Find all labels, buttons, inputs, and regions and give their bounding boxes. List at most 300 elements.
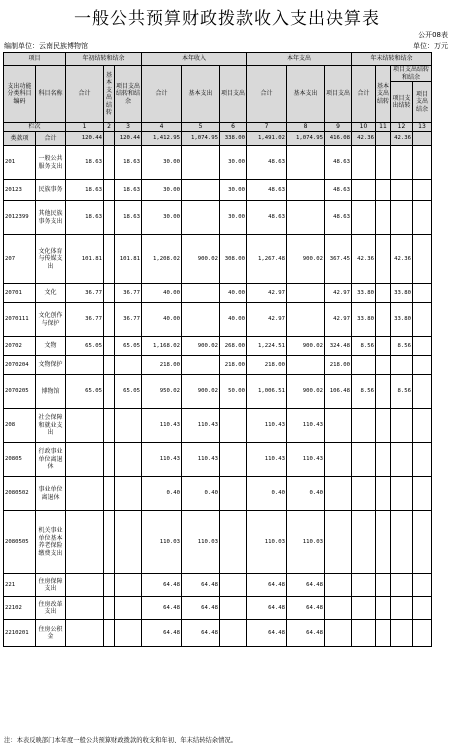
value-cell xyxy=(220,409,247,443)
subject-name: 民族事务 xyxy=(36,180,66,201)
value-cell xyxy=(66,409,104,443)
value-cell: 18.63 xyxy=(66,201,104,235)
value-cell: 65.05 xyxy=(115,337,142,356)
value-cell xyxy=(391,620,413,647)
value-cell: 900.02 xyxy=(182,235,220,284)
subject-code: 2210201 xyxy=(4,620,36,647)
value-cell xyxy=(413,443,432,477)
value-cell: 65.05 xyxy=(66,375,104,409)
subject-code: 221 xyxy=(4,574,36,597)
table-row xyxy=(4,574,432,597)
value-cell: 900.02 xyxy=(287,235,325,284)
header-income-basic: 基本支出 xyxy=(182,66,220,123)
header-expend-total: 合计 xyxy=(247,66,287,123)
value-cell xyxy=(104,375,115,409)
value-cell xyxy=(287,146,325,180)
header-subject-name: 科目名称 xyxy=(36,66,66,123)
value-cell: 30.00 xyxy=(142,201,182,235)
header-end-project: 项目支出结转和结余 xyxy=(391,66,432,82)
value-cell xyxy=(376,409,391,443)
value-cell xyxy=(182,356,220,375)
value-cell xyxy=(391,477,413,511)
subject-name: 一般公共服务支出 xyxy=(36,146,66,180)
value-cell xyxy=(104,477,115,511)
value-cell xyxy=(287,356,325,375)
table-row xyxy=(4,477,432,511)
value-cell xyxy=(413,284,432,303)
value-cell xyxy=(413,597,432,620)
value-cell xyxy=(182,201,220,235)
value-cell: 36.77 xyxy=(115,284,142,303)
table-row xyxy=(4,235,432,284)
value-cell xyxy=(66,574,104,597)
value-cell: 110.43 xyxy=(247,443,287,477)
value-cell: 30.00 xyxy=(220,180,247,201)
total-cell: 42.36 xyxy=(352,132,376,146)
value-cell xyxy=(413,574,432,597)
subject-name: 行政事业单位离退休 xyxy=(36,443,66,477)
value-cell xyxy=(220,443,247,477)
value-cell xyxy=(413,409,432,443)
value-cell xyxy=(376,574,391,597)
total-cell xyxy=(413,132,432,146)
value-cell: 64.48 xyxy=(182,620,220,647)
subject-code: 207 xyxy=(4,235,36,284)
value-cell xyxy=(352,477,376,511)
value-cell: 18.63 xyxy=(66,146,104,180)
subject-name: 住房改革支出 xyxy=(36,597,66,620)
value-cell xyxy=(352,511,376,574)
value-cell: 42.36 xyxy=(352,235,376,284)
subject-code: 22102 xyxy=(4,597,36,620)
value-cell: 65.05 xyxy=(115,375,142,409)
value-cell: 367.45 xyxy=(325,235,352,284)
value-cell xyxy=(376,146,391,180)
value-cell: 900.02 xyxy=(287,337,325,356)
value-cell: 110.43 xyxy=(182,409,220,443)
value-cell xyxy=(376,375,391,409)
table-row xyxy=(4,146,432,180)
table-row xyxy=(4,620,432,647)
value-cell xyxy=(104,356,115,375)
value-cell xyxy=(413,337,432,356)
column-number: 12 xyxy=(391,123,413,132)
value-cell xyxy=(376,477,391,511)
value-cell: 110.43 xyxy=(247,409,287,443)
value-cell xyxy=(66,597,104,620)
header-expenditure: 本年支出 xyxy=(247,53,352,66)
column-number: 8 xyxy=(287,123,325,132)
value-cell: 106.48 xyxy=(325,375,352,409)
value-cell: 0.40 xyxy=(182,477,220,511)
value-cell xyxy=(115,477,142,511)
value-cell xyxy=(220,597,247,620)
value-cell: 1,208.02 xyxy=(142,235,182,284)
value-cell: 18.63 xyxy=(115,180,142,201)
value-cell: 40.00 xyxy=(142,303,182,337)
value-cell xyxy=(182,146,220,180)
total-cell xyxy=(104,132,115,146)
value-cell xyxy=(413,201,432,235)
subject-code: 20701 xyxy=(4,284,36,303)
value-cell xyxy=(66,443,104,477)
value-cell: 33.80 xyxy=(391,303,413,337)
value-cell: 8.56 xyxy=(391,375,413,409)
value-cell xyxy=(104,620,115,647)
column-number: 5 xyxy=(182,123,220,132)
footnote: 注：本表反映部门本年度一般公共预算财政拨款的收支和年初、年末结转结余情况。 xyxy=(4,737,237,744)
subject-name: 社会保障和就业支出 xyxy=(36,409,66,443)
column-number: 7 xyxy=(247,123,287,132)
subject-name: 文物 xyxy=(36,337,66,356)
value-cell xyxy=(220,477,247,511)
value-cell xyxy=(182,180,220,201)
value-cell xyxy=(325,597,352,620)
value-cell xyxy=(376,303,391,337)
value-cell: 64.48 xyxy=(182,597,220,620)
value-cell: 900.02 xyxy=(287,375,325,409)
subject-code: 2070205 xyxy=(4,375,36,409)
value-cell: 48.63 xyxy=(325,201,352,235)
value-cell xyxy=(325,409,352,443)
value-cell: 1,224.51 xyxy=(247,337,287,356)
header-end-project-carry: 项目支出结转 xyxy=(391,82,413,123)
value-cell: 36.77 xyxy=(115,303,142,337)
value-cell xyxy=(352,620,376,647)
value-cell xyxy=(104,284,115,303)
header-end-total: 合计 xyxy=(352,66,376,123)
value-cell: 33.80 xyxy=(391,284,413,303)
subject-code: 2070204 xyxy=(4,356,36,375)
value-cell: 218.00 xyxy=(220,356,247,375)
value-cell: 48.63 xyxy=(325,146,352,180)
value-cell xyxy=(413,511,432,574)
header-begin-basic: 基本支出结转 xyxy=(104,66,115,123)
value-cell xyxy=(182,303,220,337)
value-cell xyxy=(352,574,376,597)
header-begin-project: 项目支出结转和结余 xyxy=(115,66,142,123)
form-number: 公开08表 xyxy=(418,31,448,39)
value-cell: 1,006.51 xyxy=(247,375,287,409)
total-cell: 42.36 xyxy=(391,132,413,146)
total-cell: 1,491.02 xyxy=(247,132,287,146)
value-cell: 110.43 xyxy=(287,409,325,443)
value-cell xyxy=(352,146,376,180)
subject-name: 住房保障支出 xyxy=(36,574,66,597)
value-cell: 18.63 xyxy=(66,180,104,201)
value-cell: 8.56 xyxy=(391,337,413,356)
value-cell: 1,267.48 xyxy=(247,235,287,284)
header-end-project-surplus: 项目支出结余 xyxy=(413,82,432,123)
report-title: 一般公共预算财政拨款收入支出决算表 xyxy=(74,9,380,29)
value-cell xyxy=(391,201,413,235)
header-begin-total: 合计 xyxy=(66,66,104,123)
value-cell xyxy=(376,235,391,284)
value-cell xyxy=(376,337,391,356)
column-number: 9 xyxy=(325,123,352,132)
table-row xyxy=(4,284,432,303)
total-cell: 338.00 xyxy=(220,132,247,146)
total-cell: 120.44 xyxy=(115,132,142,146)
value-cell: 110.03 xyxy=(182,511,220,574)
header-end-basic: 基本支出结转 xyxy=(376,66,391,123)
value-cell: 1,168.02 xyxy=(142,337,182,356)
value-cell xyxy=(391,511,413,574)
total-label: 合计 xyxy=(36,132,66,146)
header-income: 本年收入 xyxy=(142,53,247,66)
value-cell: 33.80 xyxy=(352,303,376,337)
column-number: 10 xyxy=(352,123,376,132)
subject-code: 20805 xyxy=(4,443,36,477)
value-cell xyxy=(391,574,413,597)
value-cell: 30.00 xyxy=(142,146,182,180)
value-cell xyxy=(220,620,247,647)
value-cell xyxy=(66,477,104,511)
column-number: 2 xyxy=(104,123,115,132)
subject-name: 文化体育与传媒支出 xyxy=(36,235,66,284)
column-number: 4 xyxy=(142,123,182,132)
value-cell xyxy=(104,180,115,201)
value-cell: 64.48 xyxy=(247,620,287,647)
total-cell: 1,074.95 xyxy=(182,132,220,146)
value-cell xyxy=(376,201,391,235)
value-cell: 40.00 xyxy=(220,303,247,337)
value-cell xyxy=(391,146,413,180)
value-cell: 64.48 xyxy=(287,597,325,620)
subject-code: 208 xyxy=(4,409,36,443)
table-row xyxy=(4,337,432,356)
value-cell xyxy=(376,284,391,303)
value-cell xyxy=(352,180,376,201)
table-row xyxy=(4,597,432,620)
value-cell: 30.00 xyxy=(142,180,182,201)
value-cell: 900.02 xyxy=(182,375,220,409)
subject-name: 文化 xyxy=(36,284,66,303)
value-cell xyxy=(287,284,325,303)
value-cell xyxy=(352,443,376,477)
header-kuan: 款 xyxy=(16,134,23,142)
value-cell xyxy=(287,303,325,337)
subject-code: 201 xyxy=(4,146,36,180)
row-label-cell: 栏次 xyxy=(4,123,66,132)
total-cell xyxy=(376,132,391,146)
value-cell: 110.43 xyxy=(287,443,325,477)
value-cell: 33.80 xyxy=(352,284,376,303)
column-number: 6 xyxy=(220,123,247,132)
value-cell: 8.56 xyxy=(352,337,376,356)
value-cell xyxy=(376,443,391,477)
value-cell xyxy=(115,356,142,375)
table-row xyxy=(4,356,432,375)
value-cell xyxy=(66,620,104,647)
value-cell: 40.00 xyxy=(220,284,247,303)
header-expend-project: 项目支出 xyxy=(325,66,352,123)
value-cell xyxy=(413,620,432,647)
value-cell xyxy=(104,511,115,574)
subject-code: 2012399 xyxy=(4,201,36,235)
value-cell: 30.00 xyxy=(220,201,247,235)
value-cell xyxy=(115,574,142,597)
value-cell xyxy=(352,201,376,235)
value-cell xyxy=(115,443,142,477)
value-cell xyxy=(413,477,432,511)
value-cell xyxy=(115,597,142,620)
value-cell: 48.63 xyxy=(247,146,287,180)
subject-code: 2080505 xyxy=(4,511,36,574)
value-cell xyxy=(391,597,413,620)
subject-code: 20123 xyxy=(4,180,36,201)
header-income-total: 合计 xyxy=(142,66,182,123)
value-cell xyxy=(115,409,142,443)
total-cell: 416.08 xyxy=(325,132,352,146)
value-cell: 110.03 xyxy=(142,511,182,574)
value-cell xyxy=(115,620,142,647)
column-number: 13 xyxy=(413,123,432,132)
value-cell xyxy=(104,337,115,356)
value-cell xyxy=(104,235,115,284)
value-cell xyxy=(413,375,432,409)
value-cell xyxy=(391,180,413,201)
value-cell: 218.00 xyxy=(142,356,182,375)
org-label: 编制单位：云南民族博物馆 xyxy=(4,42,88,50)
value-cell: 101.81 xyxy=(66,235,104,284)
subject-name: 住房公积金 xyxy=(36,620,66,647)
value-cell: 42.97 xyxy=(247,303,287,337)
subject-name: 文物保护 xyxy=(36,356,66,375)
value-cell: 110.43 xyxy=(142,409,182,443)
value-cell: 110.43 xyxy=(182,443,220,477)
subject-name: 博物馆 xyxy=(36,375,66,409)
value-cell: 18.63 xyxy=(115,146,142,180)
value-cell: 101.81 xyxy=(115,235,142,284)
total-cell: 1,412.95 xyxy=(142,132,182,146)
value-cell xyxy=(413,180,432,201)
value-cell xyxy=(376,180,391,201)
header-func-code: 支出功能分类科目编码 xyxy=(4,66,36,123)
header-end-balance: 年末结转和结余 xyxy=(352,53,432,66)
value-cell: 0.40 xyxy=(287,477,325,511)
value-cell xyxy=(287,201,325,235)
total-cell: 120.44 xyxy=(66,132,104,146)
value-cell xyxy=(391,409,413,443)
value-cell xyxy=(413,356,432,375)
value-cell: 50.00 xyxy=(220,375,247,409)
value-cell: 36.77 xyxy=(66,303,104,337)
value-cell xyxy=(376,620,391,647)
value-cell xyxy=(220,511,247,574)
table-row xyxy=(4,409,432,443)
table-row xyxy=(4,303,432,337)
header-lei: 类 xyxy=(10,134,17,142)
subject-name: 机关事业单位基本养老保险缴费支出 xyxy=(36,511,66,574)
header-xiang: 项 xyxy=(22,134,29,142)
value-cell: 42.97 xyxy=(325,303,352,337)
value-cell: 8.56 xyxy=(352,375,376,409)
subject-name: 其他民族事务支出 xyxy=(36,201,66,235)
value-cell: 42.97 xyxy=(247,284,287,303)
subject-code: 2070111 xyxy=(4,303,36,337)
value-cell: 40.00 xyxy=(142,284,182,303)
value-cell: 65.05 xyxy=(66,337,104,356)
value-cell xyxy=(413,235,432,284)
value-cell: 110.03 xyxy=(247,511,287,574)
value-cell: 64.48 xyxy=(142,597,182,620)
value-cell: 0.40 xyxy=(142,477,182,511)
table-row xyxy=(4,511,432,574)
value-cell: 950.02 xyxy=(142,375,182,409)
value-cell: 64.48 xyxy=(287,574,325,597)
value-cell xyxy=(391,443,413,477)
value-cell: 0.40 xyxy=(247,477,287,511)
subject-code: 20702 xyxy=(4,337,36,356)
value-cell xyxy=(325,574,352,597)
value-cell xyxy=(376,356,391,375)
value-cell: 42.36 xyxy=(391,235,413,284)
column-number: 1 xyxy=(66,123,104,132)
subject-code: 2080502 xyxy=(4,477,36,511)
value-cell xyxy=(287,180,325,201)
value-cell xyxy=(352,597,376,620)
value-cell xyxy=(325,511,352,574)
value-cell: 64.48 xyxy=(142,620,182,647)
value-cell xyxy=(413,146,432,180)
value-cell: 110.03 xyxy=(287,511,325,574)
value-cell xyxy=(104,303,115,337)
column-number: 3 xyxy=(115,123,142,132)
table-row xyxy=(4,180,432,201)
value-cell xyxy=(104,146,115,180)
header-item: 项目 xyxy=(4,53,66,66)
value-cell: 308.00 xyxy=(220,235,247,284)
value-cell: 900.02 xyxy=(182,337,220,356)
header-begin-balance: 年初结转和结余 xyxy=(66,53,142,66)
value-cell: 64.48 xyxy=(142,574,182,597)
value-cell xyxy=(66,356,104,375)
table-row xyxy=(4,443,432,477)
value-cell xyxy=(413,303,432,337)
value-cell: 218.00 xyxy=(247,356,287,375)
value-cell xyxy=(352,409,376,443)
value-cell: 64.48 xyxy=(247,574,287,597)
total-cell: 1,074.95 xyxy=(287,132,325,146)
value-cell: 110.43 xyxy=(142,443,182,477)
value-cell xyxy=(325,477,352,511)
header-expend-basic: 基本支出 xyxy=(287,66,325,123)
value-cell xyxy=(391,356,413,375)
value-cell: 18.63 xyxy=(115,201,142,235)
value-cell xyxy=(66,511,104,574)
value-cell: 30.00 xyxy=(220,146,247,180)
column-number: 11 xyxy=(376,123,391,132)
value-cell: 268.00 xyxy=(220,337,247,356)
value-cell: 64.48 xyxy=(182,574,220,597)
value-cell xyxy=(115,511,142,574)
table-row xyxy=(4,375,432,409)
value-cell xyxy=(325,443,352,477)
value-cell: 64.48 xyxy=(287,620,325,647)
header-income-project: 项目支出 xyxy=(220,66,247,123)
value-cell xyxy=(352,356,376,375)
value-cell xyxy=(104,574,115,597)
value-cell: 64.48 xyxy=(247,597,287,620)
value-cell: 48.63 xyxy=(247,201,287,235)
value-cell xyxy=(220,574,247,597)
value-cell: 324.48 xyxy=(325,337,352,356)
value-cell xyxy=(182,284,220,303)
value-cell xyxy=(104,597,115,620)
value-cell xyxy=(325,620,352,647)
table-row xyxy=(4,201,432,235)
